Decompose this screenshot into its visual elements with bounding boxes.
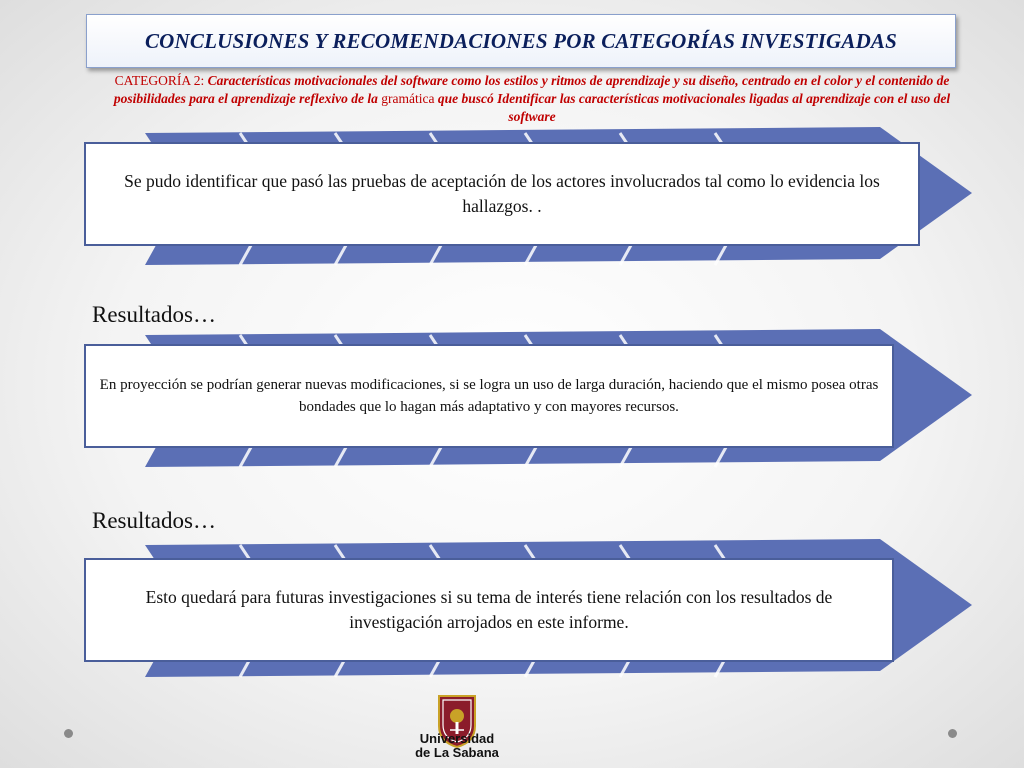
category-label: CATEGORÍA 2:	[114, 73, 208, 88]
conclusion-box-3	[84, 558, 894, 662]
category-text-part1: Características motivacionales del software como los estilos y ritmos de aprendizaje y su diseño, centrado en el color y el contenido de posibilidades para el aprendizaje reflexivo de la	[113, 73, 950, 106]
conclusion-box-2	[84, 344, 894, 448]
university-name-line1: Universidad	[419, 731, 495, 746]
category-text-part3: que buscó Identificar las características motivacionales ligadas al aprendizaje con el uso del software	[434, 91, 951, 124]
category-text-part2: gramática	[381, 91, 435, 106]
results-heading-1: Resultados…	[92, 302, 216, 327]
conclusion-text-2: En proyección se podrían generar nuevas modificaciones, si se logra un uso de larga duración, haciendo que el mismo posea otras bondades que lo hagan más adaptativo y con mayores recursos.	[99, 377, 879, 415]
conclusion-box-1	[84, 142, 920, 246]
decorative-dot-left	[64, 729, 73, 738]
university-name-line2: de La Sabana	[415, 745, 499, 760]
conclusion-text-3: Esto quedará para futuras investigaciones si su tema de interés tiene relación con los resultados de investigación arrojados en este informe.	[145, 587, 833, 632]
results-heading-2: Resultados…	[92, 508, 216, 533]
conclusion-text-1: Se pudo identificar que pasó las pruebas de aceptación de los actores involucrados tal como lo evidencia los hallazgos. .	[124, 171, 880, 216]
decorative-dot-right	[948, 729, 957, 738]
page-title: CONCLUSIONES Y RECOMENDACIONES POR CATEGORÍAS INVESTIGADAS	[144, 28, 898, 53]
university-name	[405, 732, 509, 760]
